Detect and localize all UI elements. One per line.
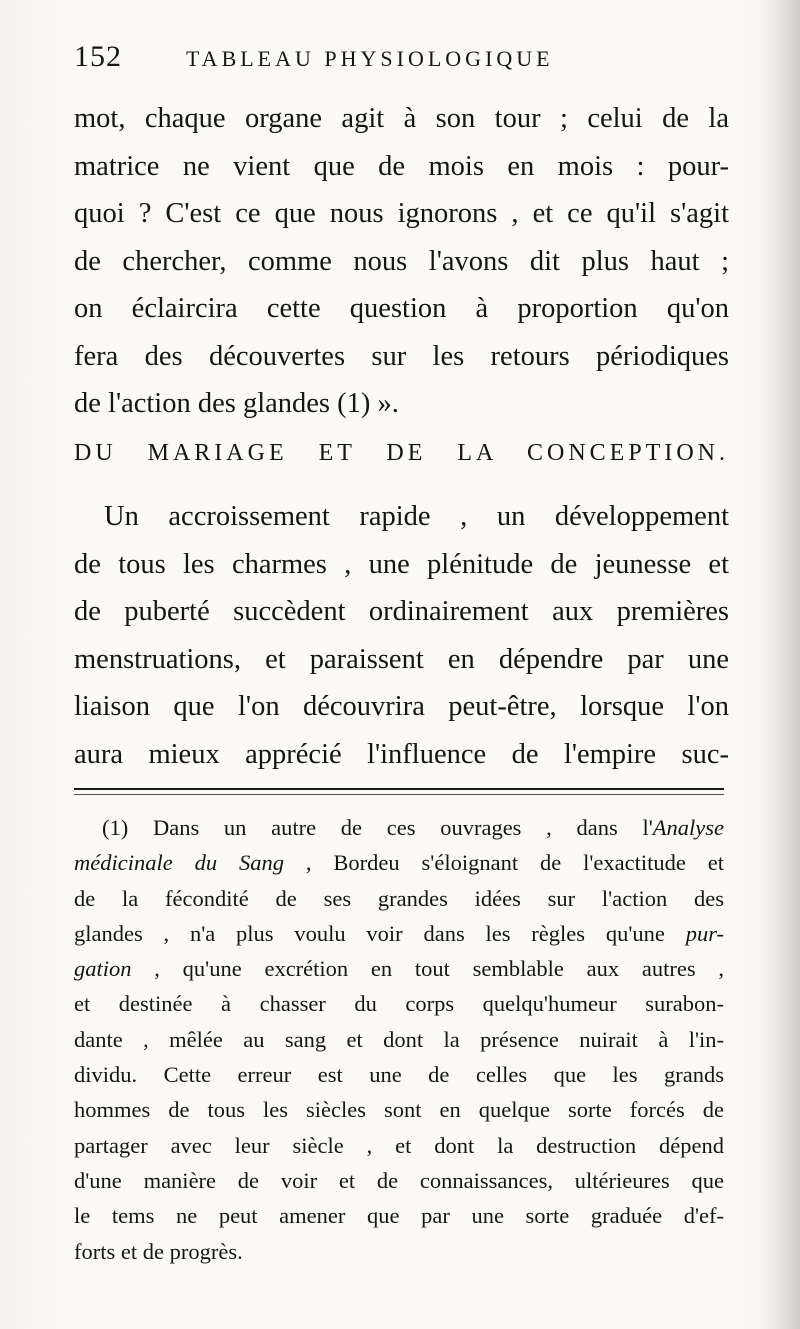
page-header <box>74 40 734 80</box>
footnote-text: glandes , n'a plus voulu voir dans les règles qu'une <box>74 920 686 946</box>
section-paragraph <box>74 493 729 778</box>
footnote-line <box>74 951 724 986</box>
footnote-line: d'une manière de voir et de connaissances, ultérieures que <box>74 1167 724 1193</box>
footnote-line <box>74 810 724 845</box>
text-line: matrice ne vient que de mois en mois : pour- <box>74 150 729 182</box>
footnote-line: partager avec leur siècle , et dont la destruction dépend <box>74 1132 724 1158</box>
footnote-rule-thin <box>74 794 724 795</box>
text-line: de tous les charmes , une plénitude de jeunesse et <box>74 548 729 580</box>
text-line: de puberté succèdent ordinairement aux premières <box>74 596 729 627</box>
section-heading: DU MARIAGE ET DE LA CONCEPTION. <box>74 440 729 466</box>
footnote-line <box>74 916 724 951</box>
footnote-rule <box>74 788 724 790</box>
footnote-line: forts et de progrès. <box>74 1238 243 1264</box>
footnote-line: de la fécondité de ses grandes idées sur l'action des <box>74 885 724 911</box>
footnote-italic-word: gation <box>74 956 132 982</box>
footnote-text: , Bordeu s'éloignant de l'exactitude et <box>305 850 724 876</box>
footnote-line: le tems ne peut amener que par une sorte graduée d'ef- <box>74 1203 724 1229</box>
footnote <box>74 810 724 1269</box>
text-line: liaison que l'on découvrira peut-être, lorsque l'on <box>74 691 729 722</box>
text-line: mot, chaque organe agit à son tour ; celui de la <box>74 103 729 134</box>
text-line: aura mieux apprécié l'influence de l'empire suc- <box>74 738 729 770</box>
page-gutter-shadow <box>764 0 800 1329</box>
text-line: fera des découvertes sur les retours périodiques <box>74 340 729 372</box>
text-line: menstruations, et paraissent en dépendre par une <box>74 643 729 675</box>
text-line: de chercher, comme nous l'avons dit plus haut ; <box>74 245 729 277</box>
footnote-text: , qu'une excrétion en tout semblable aux autres , <box>154 956 725 982</box>
text-line: de l'action des glandes (1) ». <box>74 388 399 419</box>
footnote-italic-title: médicinale du Sang <box>74 850 284 876</box>
text-line: Un accroissement rapide , un développement <box>104 501 729 532</box>
footnote-text: (1) Dans un autre de ces ouvrages , dans l' <box>102 815 653 840</box>
footnote-line <box>74 845 724 880</box>
paragraph-continued <box>74 95 729 428</box>
footnote-line: et destinée à chasser du corps quelqu'humeur surabon- <box>74 991 724 1017</box>
footnote-line: dividu. Cette erreur est une de celles que les grands <box>74 1062 724 1088</box>
page-number: 152 <box>74 40 122 73</box>
text-line: quoi ? C'est ce que nous ignorons , et ce qu'il s'agit <box>74 198 729 229</box>
footnote-line: hommes de tous les siècles sont en quelque sorte forcés de <box>74 1097 724 1123</box>
footnote-italic-word: pur- <box>685 920 724 946</box>
running-title: TABLEAU PHYSIOLOGIQUE <box>186 46 554 71</box>
footnote-italic-title: Analyse <box>652 815 724 840</box>
text-line: on éclaircira cette question à proportion qu'on <box>74 293 729 324</box>
footnote-line: dante , mêlée au sang et dont la présence nuirait à l'in- <box>74 1026 724 1052</box>
